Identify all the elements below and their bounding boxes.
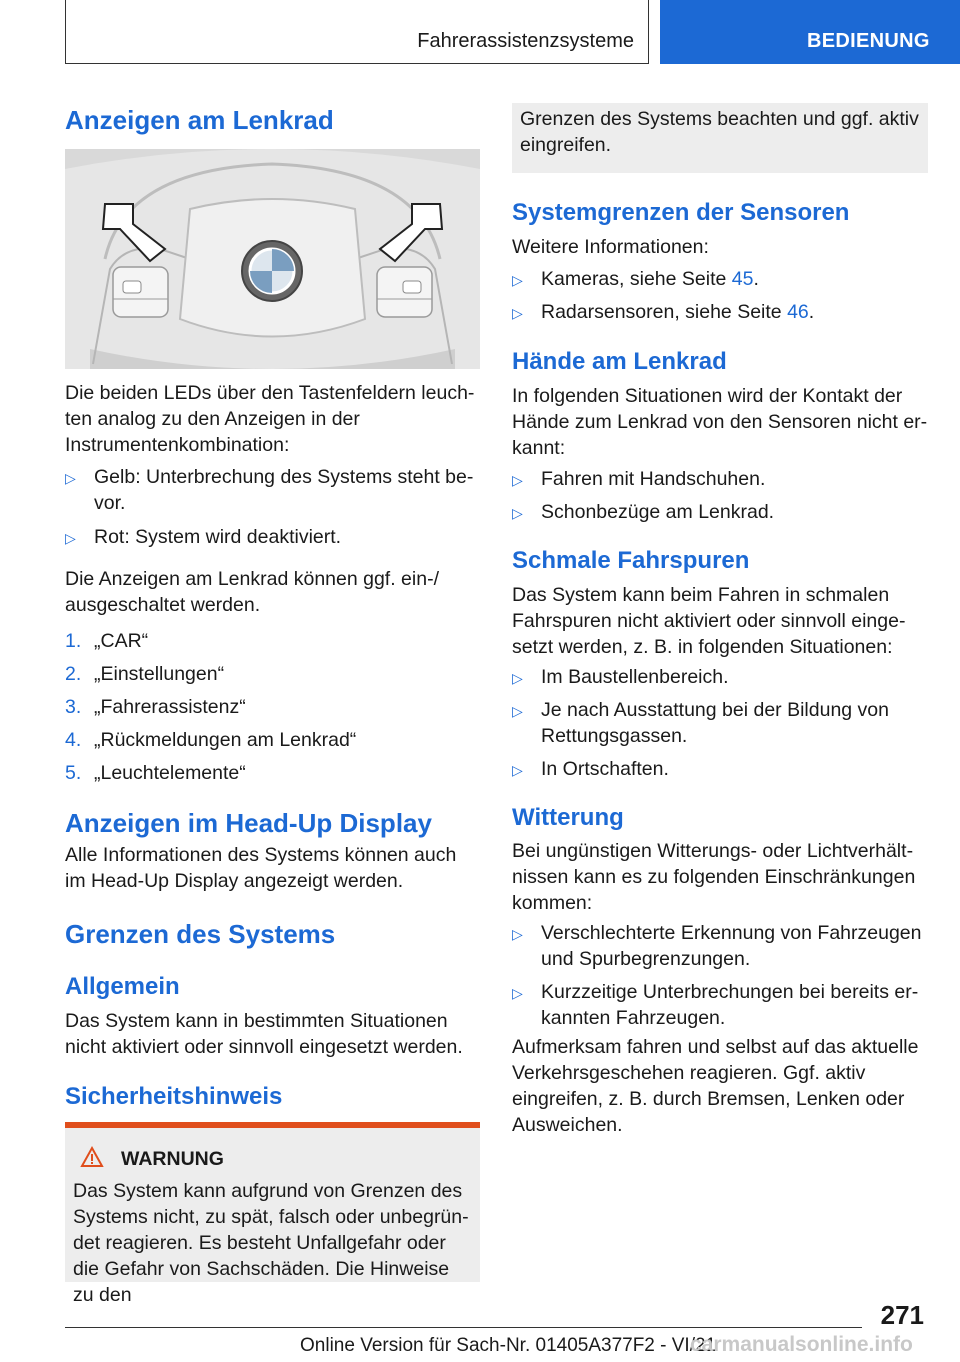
page-number: 271 bbox=[880, 1300, 924, 1330]
list-item bbox=[512, 979, 928, 1031]
warning-triangle-icon bbox=[81, 1146, 103, 1168]
triangle-bullet-icon: ▷ bbox=[512, 472, 523, 488]
triangle-bullet-icon: ▷ bbox=[512, 926, 523, 942]
list-item bbox=[512, 266, 928, 292]
list-item-text: Rot: System wird deaktiviert. bbox=[94, 526, 342, 548]
step-item bbox=[65, 727, 480, 753]
step-text: „Leuchtelemente“ bbox=[94, 762, 246, 784]
warning-callout bbox=[65, 1122, 480, 1306]
step-number: 3. bbox=[65, 696, 82, 718]
weather-list bbox=[512, 920, 928, 1031]
list-item-text: Radarsensoren, siehe Seite bbox=[541, 301, 788, 323]
hands-title: Hände am Lenkrad bbox=[512, 348, 727, 375]
step-text: „Einstellungen“ bbox=[94, 663, 225, 685]
triangle-bullet-icon: ▷ bbox=[512, 272, 523, 288]
triangle-bullet-icon: ▷ bbox=[65, 470, 76, 486]
list-item-text: Verschlechterte Erkennung von Fahrzeugen und Spurbegrenzungen. bbox=[541, 922, 922, 970]
steering-wheel-drawing bbox=[65, 149, 480, 369]
general-title: Allgemein bbox=[65, 973, 180, 1000]
step-item bbox=[65, 661, 480, 687]
warning-continuation-text: Grenzen des Systems beachten und ggf. aktiv eingreifen. bbox=[520, 108, 919, 156]
list-item-text: Fahren mit Handschuhen. bbox=[541, 468, 766, 490]
weather-outro: Aufmerksam fahren und selbst auf das aktuelle Verkehrsgeschehen reagieren. Ggf. aktiv eingreifen, z. B. durch Bremsen, Lenken oder Ausweichen. bbox=[512, 1036, 919, 1136]
list-item bbox=[512, 920, 928, 972]
list-item bbox=[512, 299, 928, 325]
triangle-bullet-icon: ▷ bbox=[65, 530, 76, 546]
step-item bbox=[65, 694, 480, 720]
watermark: carmanualsonline.info bbox=[690, 1333, 913, 1356]
step-number: 5. bbox=[65, 762, 82, 784]
list-item bbox=[512, 756, 928, 782]
warning-continuation-box bbox=[512, 103, 928, 173]
lanes-list bbox=[512, 664, 928, 782]
steering-wheel-illustration bbox=[65, 149, 480, 369]
triangle-bullet-icon: ▷ bbox=[512, 703, 523, 719]
triangle-bullet-icon: ▷ bbox=[512, 762, 523, 778]
list-item-text: Gelb: Unterbrechung des Systems steht bevor. bbox=[94, 466, 474, 514]
footer-version-text: Online Version für Sach-Nr. 01405A377F2 - VI/21 bbox=[300, 1335, 717, 1356]
led-intro-text: Die beiden LEDs über den Tastenfeldern leuchten analog zu den Anzeigen in der Instrumentenkombination: bbox=[65, 382, 475, 456]
step-number: 1. bbox=[65, 630, 82, 652]
warning-box bbox=[65, 1128, 480, 1306]
general-text: Das System kann in bestimmten Situationen nicht aktiviert oder sinnvoll eingesetzt werden. bbox=[65, 1010, 463, 1058]
step-item bbox=[65, 628, 480, 654]
step-item bbox=[65, 760, 480, 786]
lanes-title: Schmale Fahrspuren bbox=[512, 547, 750, 574]
warning-heading bbox=[73, 1146, 472, 1172]
header-section-box bbox=[65, 0, 649, 64]
chapter-label: BEDIENUNG bbox=[807, 30, 930, 52]
step-text: „Rückmeldungen am Lenkrad“ bbox=[94, 729, 357, 751]
section-title: Fahrerassistenzsysteme bbox=[417, 30, 634, 52]
step-number: 4. bbox=[65, 729, 82, 751]
led-bullet-list bbox=[65, 464, 480, 550]
triangle-bullet-icon: ▷ bbox=[512, 670, 523, 686]
footer-divider bbox=[65, 1327, 862, 1328]
triangle-bullet-icon: ▷ bbox=[512, 985, 523, 1001]
list-item-text: Kurzzeitige Unterbrechungen bei bereits erkannten Fahrzeugen. bbox=[541, 981, 919, 1029]
list-item-text: Schonbezüge am Lenkrad. bbox=[541, 501, 775, 523]
chapter-tab bbox=[660, 0, 960, 64]
list-item-end: . bbox=[753, 268, 759, 290]
weather-title: Witterung bbox=[512, 804, 624, 831]
weather-text: Bei ungünstigen Witterungs- oder Lichtverhältnissen kann es zu folgenden Einschränkungen kommen: bbox=[512, 840, 916, 914]
hud-title: Anzeigen im Head-Up Display bbox=[65, 808, 432, 838]
list-item bbox=[512, 664, 928, 690]
list-item-text: Im Baustellenbereich. bbox=[541, 666, 729, 688]
list-item bbox=[512, 466, 928, 492]
page-link-46[interactable]: 46 bbox=[787, 301, 809, 323]
list-item-end: . bbox=[808, 301, 815, 323]
safety-title-text: Sicherheitshinweis bbox=[65, 1083, 283, 1110]
step-text: „CAR“ bbox=[94, 630, 149, 652]
hud-text: Alle Informationen des Systems können auch im Head-Up Display angezeigt werden. bbox=[65, 844, 457, 892]
list-item-text: Je nach Ausstattung bei der Bildung von Rettungsgassen. bbox=[541, 699, 889, 747]
page-link-45[interactable]: 45 bbox=[731, 268, 754, 290]
sensors-title: Systemgrenzen der Sensoren bbox=[512, 199, 850, 226]
limits-title: Grenzen des Systems bbox=[65, 919, 336, 949]
safety-title bbox=[65, 1082, 480, 1112]
list-item bbox=[65, 464, 480, 516]
list-item bbox=[512, 499, 928, 525]
hands-list bbox=[512, 466, 928, 525]
steering-display-title: Anzeigen am Lenkrad bbox=[65, 105, 334, 135]
list-item bbox=[512, 697, 928, 749]
list-item-text: Kameras, siehe Seite bbox=[541, 268, 732, 290]
list-item bbox=[65, 524, 480, 550]
sensors-list bbox=[512, 266, 928, 325]
step-text: „Fahrerassistenz“ bbox=[94, 696, 246, 718]
sensors-intro: Weitere Informationen: bbox=[512, 236, 709, 258]
menu-steps-list bbox=[65, 628, 480, 786]
lanes-text: Das System kann beim Fahren in schmalen Fahrspuren nicht aktiviert oder sinnvoll eingesetzt werden, z. B. in folgenden Situationen: bbox=[512, 584, 906, 658]
list-item-text: In Ortschaften. bbox=[541, 758, 669, 780]
triangle-bullet-icon: ▷ bbox=[512, 305, 523, 321]
triangle-bullet-icon: ▷ bbox=[512, 505, 523, 521]
warning-text: Das System kann aufgrund von Grenzen des Systems nicht, zu spät, falsch oder unbegründet reagieren. Es besteht Unfallgefahr oder die Gefahr von Sachschäden. Die Hinweise zu den bbox=[73, 1180, 469, 1306]
toggle-info-text: Die Anzeigen am Lenkrad können ggf. ein-/ ausgeschaltet werden. bbox=[65, 568, 439, 616]
hands-text: In folgenden Situationen wird der Kontakt der Hände zum Lenkrad von den Sensoren nicht erkannt: bbox=[512, 385, 928, 459]
step-number: 2. bbox=[65, 663, 82, 685]
warning-label: WARNUNG bbox=[121, 1148, 224, 1170]
